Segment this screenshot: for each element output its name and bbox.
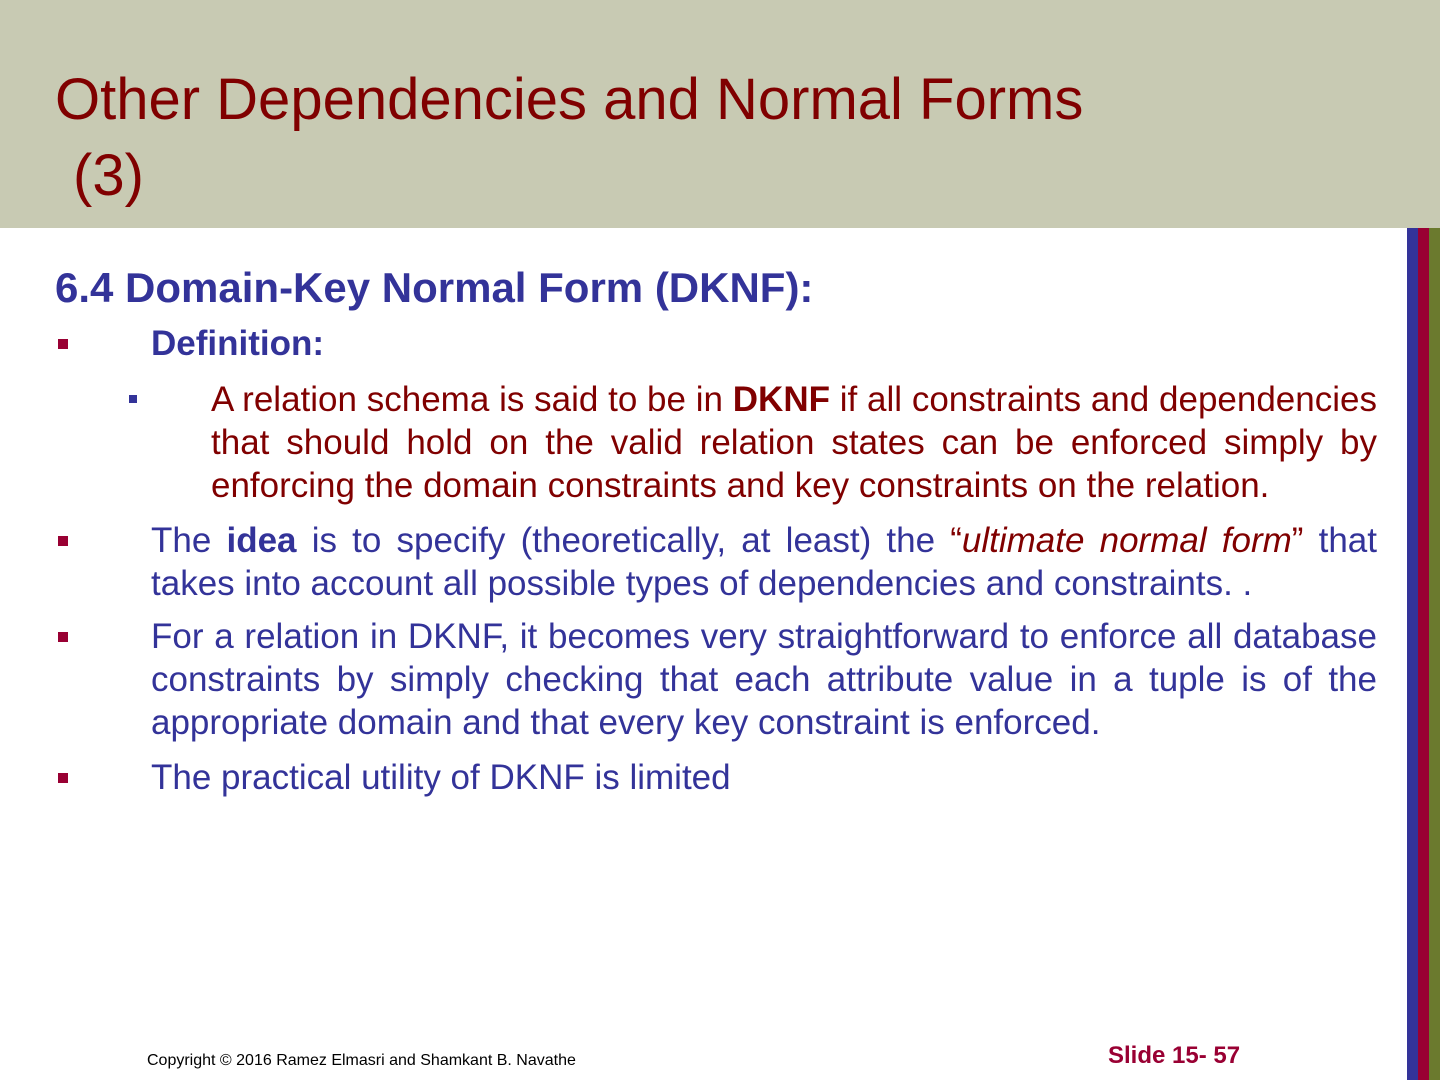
definition-text-end: if all constraints and dependencies that should hold on the valid relation states can be enforced simply by enforcing the domain constraints and key constraints on the relation. <box>211 380 1377 505</box>
decorative-stripe-blue <box>1407 228 1418 1080</box>
practical-utility-text: The practical utility of DKNF is limited <box>151 758 731 797</box>
square-bullet-icon <box>58 339 68 349</box>
slide-title <box>55 62 1255 214</box>
ultimate-normal-form-phrase: ultimate normal form <box>961 521 1292 560</box>
square-bullet-icon <box>129 395 137 403</box>
bullet-dknf-enforcement <box>55 615 1377 744</box>
bullet-definition <box>55 322 1377 366</box>
title-bar <box>0 0 1440 228</box>
idea-text-middle: is to specify (theoretically, at least) the <box>296 521 951 560</box>
idea-text-end: that takes into account all possible types of dependencies and constraints. . <box>151 521 1377 603</box>
definition-text-start: A relation schema is said to be in <box>211 380 733 419</box>
slide-number: Slide 15- 57 <box>1108 1042 1241 1069</box>
bullet-practical-utility <box>55 756 1377 799</box>
idea-text-start: The <box>151 521 227 560</box>
dknf-enforcement-text: For a relation in DKNF, it becomes very straightforward to enforce all database constraints by simply checking that each attribute value in a tuple is of the appropriate domain and that every key constraint is enforced. <box>151 617 1377 742</box>
square-bullet-icon <box>58 773 68 783</box>
decorative-stripe-red <box>1418 228 1429 1080</box>
definition-label: Definition: <box>151 324 325 363</box>
square-bullet-icon <box>58 536 68 546</box>
decorative-stripe-olive <box>1429 228 1440 1080</box>
definition-dknf-term: DKNF <box>732 380 830 419</box>
copyright-notice: Copyright © 2016 Ramez Elmasri and Shamkant B. Navathe <box>147 1052 576 1069</box>
slide-title-line-2: (3) <box>73 143 144 208</box>
open-quote: “ <box>950 521 962 560</box>
slide-body <box>55 262 1377 799</box>
square-bullet-icon <box>58 632 68 642</box>
idea-term: idea <box>226 521 297 560</box>
section-heading: 6.4 Domain-Key Normal Form (DKNF): <box>55 264 814 311</box>
sub-bullet-definition-text <box>55 378 1377 507</box>
bullet-idea <box>55 519 1377 605</box>
slide-title-line-1: Other Dependencies and Normal Forms <box>55 67 1084 132</box>
close-quote: ” <box>1291 521 1304 560</box>
